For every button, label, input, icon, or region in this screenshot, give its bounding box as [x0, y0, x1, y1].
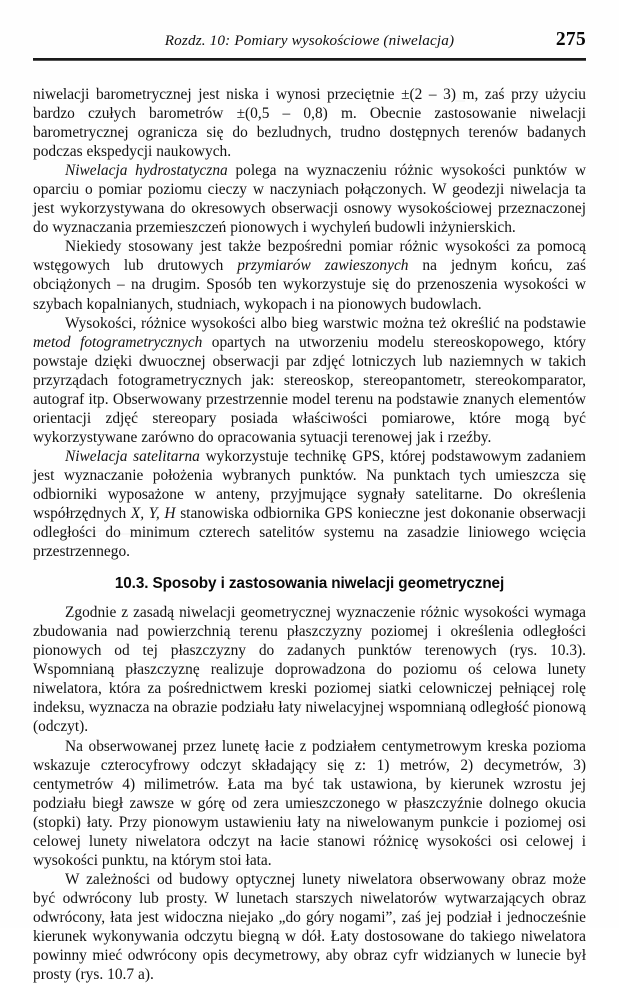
para-satellite: [33, 447, 586, 561]
body-text-run: Zgodnie z zasadą niwelacji geometrycznej wyznaczenie różnic wysokości wymaga zbudowania nad powierzchnią terenu płaszczyzny poziomej i określenia odległości pionowych od tej płaszczyzny do zadanych punktów terenowych (rys. 10.3). Wspomnianą płaszczyznę realizuje doprowadzona do poziomu oś celowa lunety niwelatora, która za pośrednictwem kreski poziomej siatki celowniczej pełniącej rolę indeksu, wyznacza na obrazie podziału łaty niwelacyjnej wspomnianą odległość pionową (odczyt).: [33, 604, 586, 736]
emphasis-text: Niwelacja hydrostatyczna: [65, 162, 228, 180]
para-geometric-principle: [33, 603, 586, 736]
body-text-run: niwelacji barometrycznej jest niska i wynosi przeciętnie ±(2 – 3) m, zaś przy użyciu bardzo czułych barometrów ±(0,5 – 0,8) m. Obecnie zastosowanie niwelacji barometrycznej ogranicza się do bezludnych, trudno dostępnych terenów badanych podczas ekspedycji naukowych.: [33, 86, 586, 161]
spacer-above-heading: [33, 561, 586, 574]
body-text-run: na jednym końcu, zaś obciążonych – na drugim. Sposób ten wykorzystuje się do przenoszenia wysokości w szybach kopalnianych, studniach, wykopach i na pionowych budowlach.: [33, 257, 586, 313]
header-divider-rule: [33, 58, 586, 61]
running-head-title: Rozdz. 10: Pomiary wysokościowe (niwelacja): [164, 32, 455, 49]
body-text-run: Wysokości, różnice wysokości albo bieg warstwic można też określić na podstawie: [65, 314, 586, 332]
body-text-run: opartych na utworzeniu modelu stereoskopowego, który powstaje dzięki dwuocznej obserwacji par zdjęć lotniczych lub naziemnych w takich przyrządach fotogrametrycznych jak: stereoskop, stereopantometr, stereokomparator, autograf itp. Obserwowany przestrzennie model terenu na podstawie znanych elementów orientacji zdjęć stereopary posiada właściwości pomiarowe, które mogą być wykorzystywane zarówno do opracowania sytuacji terenowej jak i rzeźby.: [33, 333, 586, 446]
page-body: [33, 85, 586, 984]
emphasis-text: metod fotogrametrycznych: [33, 333, 203, 351]
para-image-orientation: [33, 870, 586, 984]
para-photogrammetry: [33, 314, 586, 447]
emphasis-text: przymiarów zawieszonych: [237, 257, 409, 275]
emphasis-text: X, Y, H: [130, 505, 176, 523]
body-text-run: stanowiska odbiornika GPS konieczne jest dokonanie obserwacji odległości do minimum czterech satelitów systemu na zasadzie liniowego wcięcia przestrzennego.: [33, 505, 586, 561]
body-text-run: wykorzystuje technikę GPS, której podstawowym zadaniem jest wyznaczanie położenia wybranych punktów. Na punktach tych umieszcza się odbiorniki wyposażone w anteny, przyjmujące sygnały satelitarne. Do określenia współrzędnych: [33, 447, 586, 523]
body-text-run: polega na wyznaczeniu różnic wysokości punktów w oparciu o pomiar poziomu cieczy w naczyniach połączonych. W geodezji niwelacja ta jest wykorzystywana do okresowych obserwacji osnowy wysokościowej przeznaczonej do wyznaczania przemieszczeń pionowych i wychyleń budowli inżynierskich.: [33, 162, 586, 237]
divider-line-thick: [33, 58, 586, 60]
body-text-run: Niekiedy stosowany jest także bezpośredni pomiar różnic wysokości za pomocą wstęgowych lub drutowych: [33, 238, 586, 275]
page-number: 275: [555, 29, 586, 50]
divider-line-thin: [33, 60, 586, 61]
para-barometric: [33, 85, 586, 161]
para-staff-reading: [33, 737, 586, 870]
para-hydrostatic: [33, 161, 586, 237]
body-text-run: W zależności od budowy optycznej lunety niwelatora obserwowany obraz może być odwrócony lub prosty. W lunetach starszych niwelatorów wytwarzających obraz odwrócony, łata jest widoczna niejako „do góry nogami”, zaś jej podział i jednocześnie kierunek wykonywania odczytu biegną w dół. Łaty dostosowane do takiego niwelatora powinny mieć odwrócony opis decymetrowy, aby obraz cyfr widzianych w lunecie był prosty (rys. 10.7 a).: [33, 870, 586, 984]
spacer-below-heading: [33, 593, 586, 603]
section-heading: 10.3. Sposoby i zastosowania niwelacji geometrycznej: [114, 575, 505, 593]
para-suspended-tapes: [33, 237, 586, 313]
paragraphs-after-heading: [33, 603, 586, 984]
body-text-run: Na obserwowanej przez lunetę łacie z podziałem centymetrowym kreska pozioma wskazuje czterocyfrowy odczyt składający się z: 1) metrów, 2) decymetrów, 3) centymetrów 4) milimetrów. Łata ma być tak ustawiona, by kierunek wzrostu jej podziału biegł zawsze w górę od zera umieszczonego w płaszczyźnie dolnego okucia (stopki) łaty. Przy pionowym ustawieniu łaty na niwelowanym punkcie i poziomej osi celowej lunety niwelatora odczyt na łacie stanowi różnicę wysokości osi celowej i wysokości punktu, na którym stoi łata.: [33, 737, 586, 869]
emphasis-text: Niwelacja satelitarna: [65, 447, 200, 465]
paragraphs-before-heading: [33, 85, 586, 561]
